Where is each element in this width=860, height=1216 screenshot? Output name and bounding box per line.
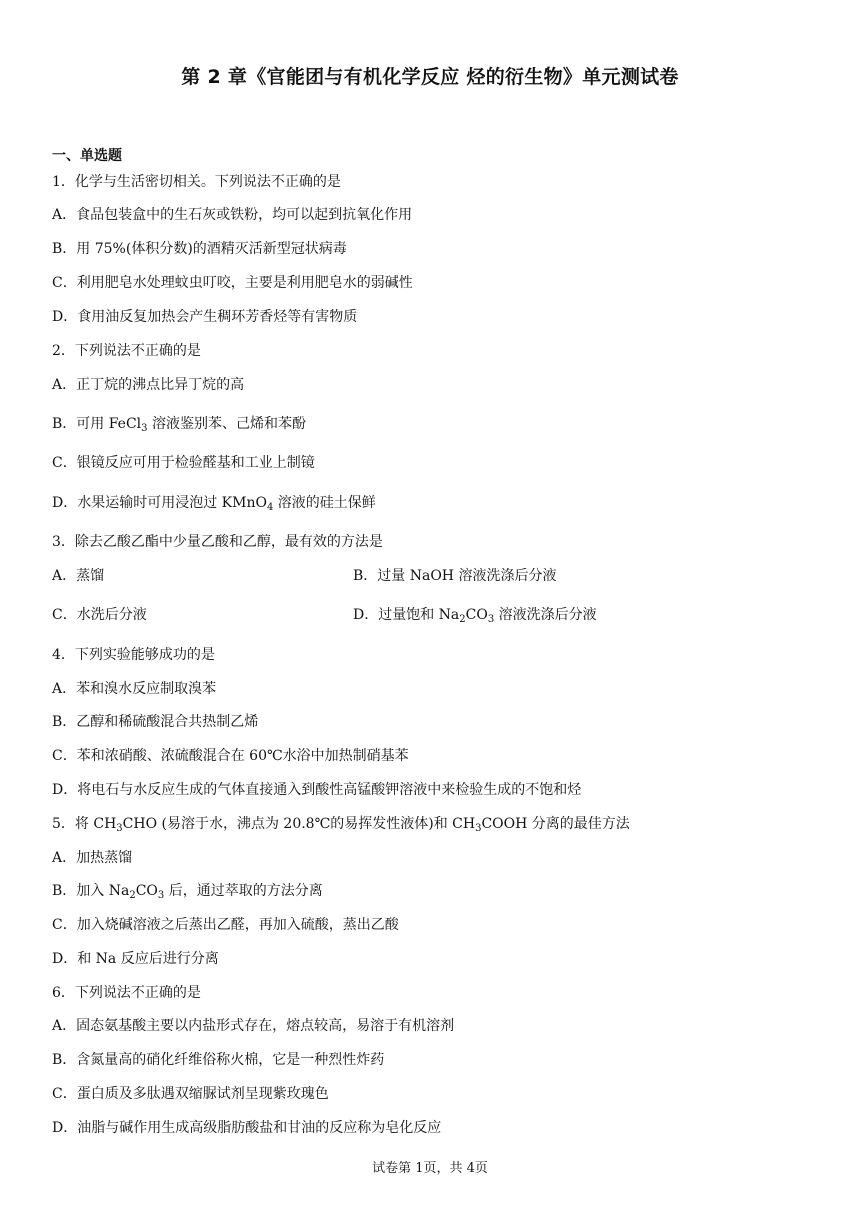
question-5-option-c: C．加入烧碱溶液之后蒸出乙醛，再加入硫酸，蒸出乙酸 xyxy=(52,917,399,933)
question-5-stem: 5．将 $CH_3CHO$ (易溶于水，沸点为 20.8℃的易挥发性液体)和 $CH_3COOH$ 分离的最佳方法 xyxy=(52,816,630,834)
question-6-option-b: B．含氮量高的硝化纤维俗称火棉，它是一种烈性炸药 xyxy=(52,1052,385,1068)
question-6-option-c: C．蛋白质及多肽遇双缩脲试剂呈现紫玫瑰色 xyxy=(52,1086,329,1102)
question-2-option-d: D．水果运输时可用浸泡过 KMnO$_4$ 溶液的硅土保鲜 xyxy=(52,495,376,513)
question-2-option-b: B．可用 FeCl$_3$ 溶液鉴别苯、己烯和苯酚 xyxy=(52,416,306,434)
question-2-option-a: A．正丁烷的沸点比异丁烷的高 xyxy=(52,377,245,393)
question-5-option-d: D．和 Na 反应后进行分离 xyxy=(52,951,219,967)
question-2-stem: 2．下列说法不正确的是 xyxy=(52,343,201,359)
question-3-option-b: B．过量 NaOH 溶液洗涤后分液 xyxy=(353,568,557,584)
question-1-option-b: B．用 75%(体积分数)的酒精灭活新型冠状病毒 xyxy=(52,241,347,257)
question-5-option-b: B．加入 $Na_2CO_3$ 后，通过萃取的方法分离 xyxy=(52,883,323,901)
question-3-option-a: A．蒸馏 xyxy=(52,568,105,584)
question-4-option-d: D．将电石与水反应生成的气体直接通入到酸性高锰酸钾溶液中来检验生成的不饱和烃 xyxy=(52,782,582,798)
question-6-stem: 6．下列说法不正确的是 xyxy=(52,985,201,1001)
question-4-stem: 4．下列实验能够成功的是 xyxy=(52,647,215,663)
question-4-option-b: B．乙醇和稀硫酸混合共热制乙烯 xyxy=(52,714,259,730)
question-5-option-a: A．加热蒸馏 xyxy=(52,850,133,866)
question-3-stem: 3．除去乙酸乙酯中少量乙酸和乙醇，最有效的方法是 xyxy=(52,534,383,550)
question-1-option-d: D．食用油反复加热会产生稠环芳香烃等有害物质 xyxy=(52,309,358,325)
question-4-option-c: C．苯和浓硝酸、浓硫酸混合在 60℃水浴中加热制硝基苯 xyxy=(52,748,409,764)
question-4-option-a: A．苯和溴水反应制取溴苯 xyxy=(52,681,217,697)
question-6-option-a: A．固态氨基酸主要以内盐形式存在，熔点较高，易溶于有机溶剂 xyxy=(52,1018,455,1034)
page-title: 第 2 章《官能团与有机化学反应 烃的衍生物》单元测试卷 xyxy=(181,66,679,88)
question-1-option-a: A．食品包装盒中的生石灰或铁粉，均可以起到抗氧化作用 xyxy=(52,207,413,223)
question-6-option-d: D．油脂与碱作用生成高级脂肪酸盐和甘油的反应称为皂化反应 xyxy=(52,1120,442,1136)
question-2-option-c: C．银镜反应可用于检验醛基和工业上制镜 xyxy=(52,455,315,471)
section-heading: 一、单选题 xyxy=(52,148,122,164)
question-3-option-d: D．过量饱和 $Na_2CO_3$ 溶液洗涤后分液 xyxy=(353,607,597,625)
question-3-option-c: C．水洗后分液 xyxy=(52,607,147,623)
question-1-option-c: C．利用肥皂水处理蚊虫叮咬，主要是利用肥皂水的弱碱性 xyxy=(52,275,413,291)
question-1-stem: 1．化学与生活密切相关。下列说法不正确的是 xyxy=(52,174,341,190)
page-footer: 试卷第 1页，共 4页 xyxy=(372,1161,488,1176)
